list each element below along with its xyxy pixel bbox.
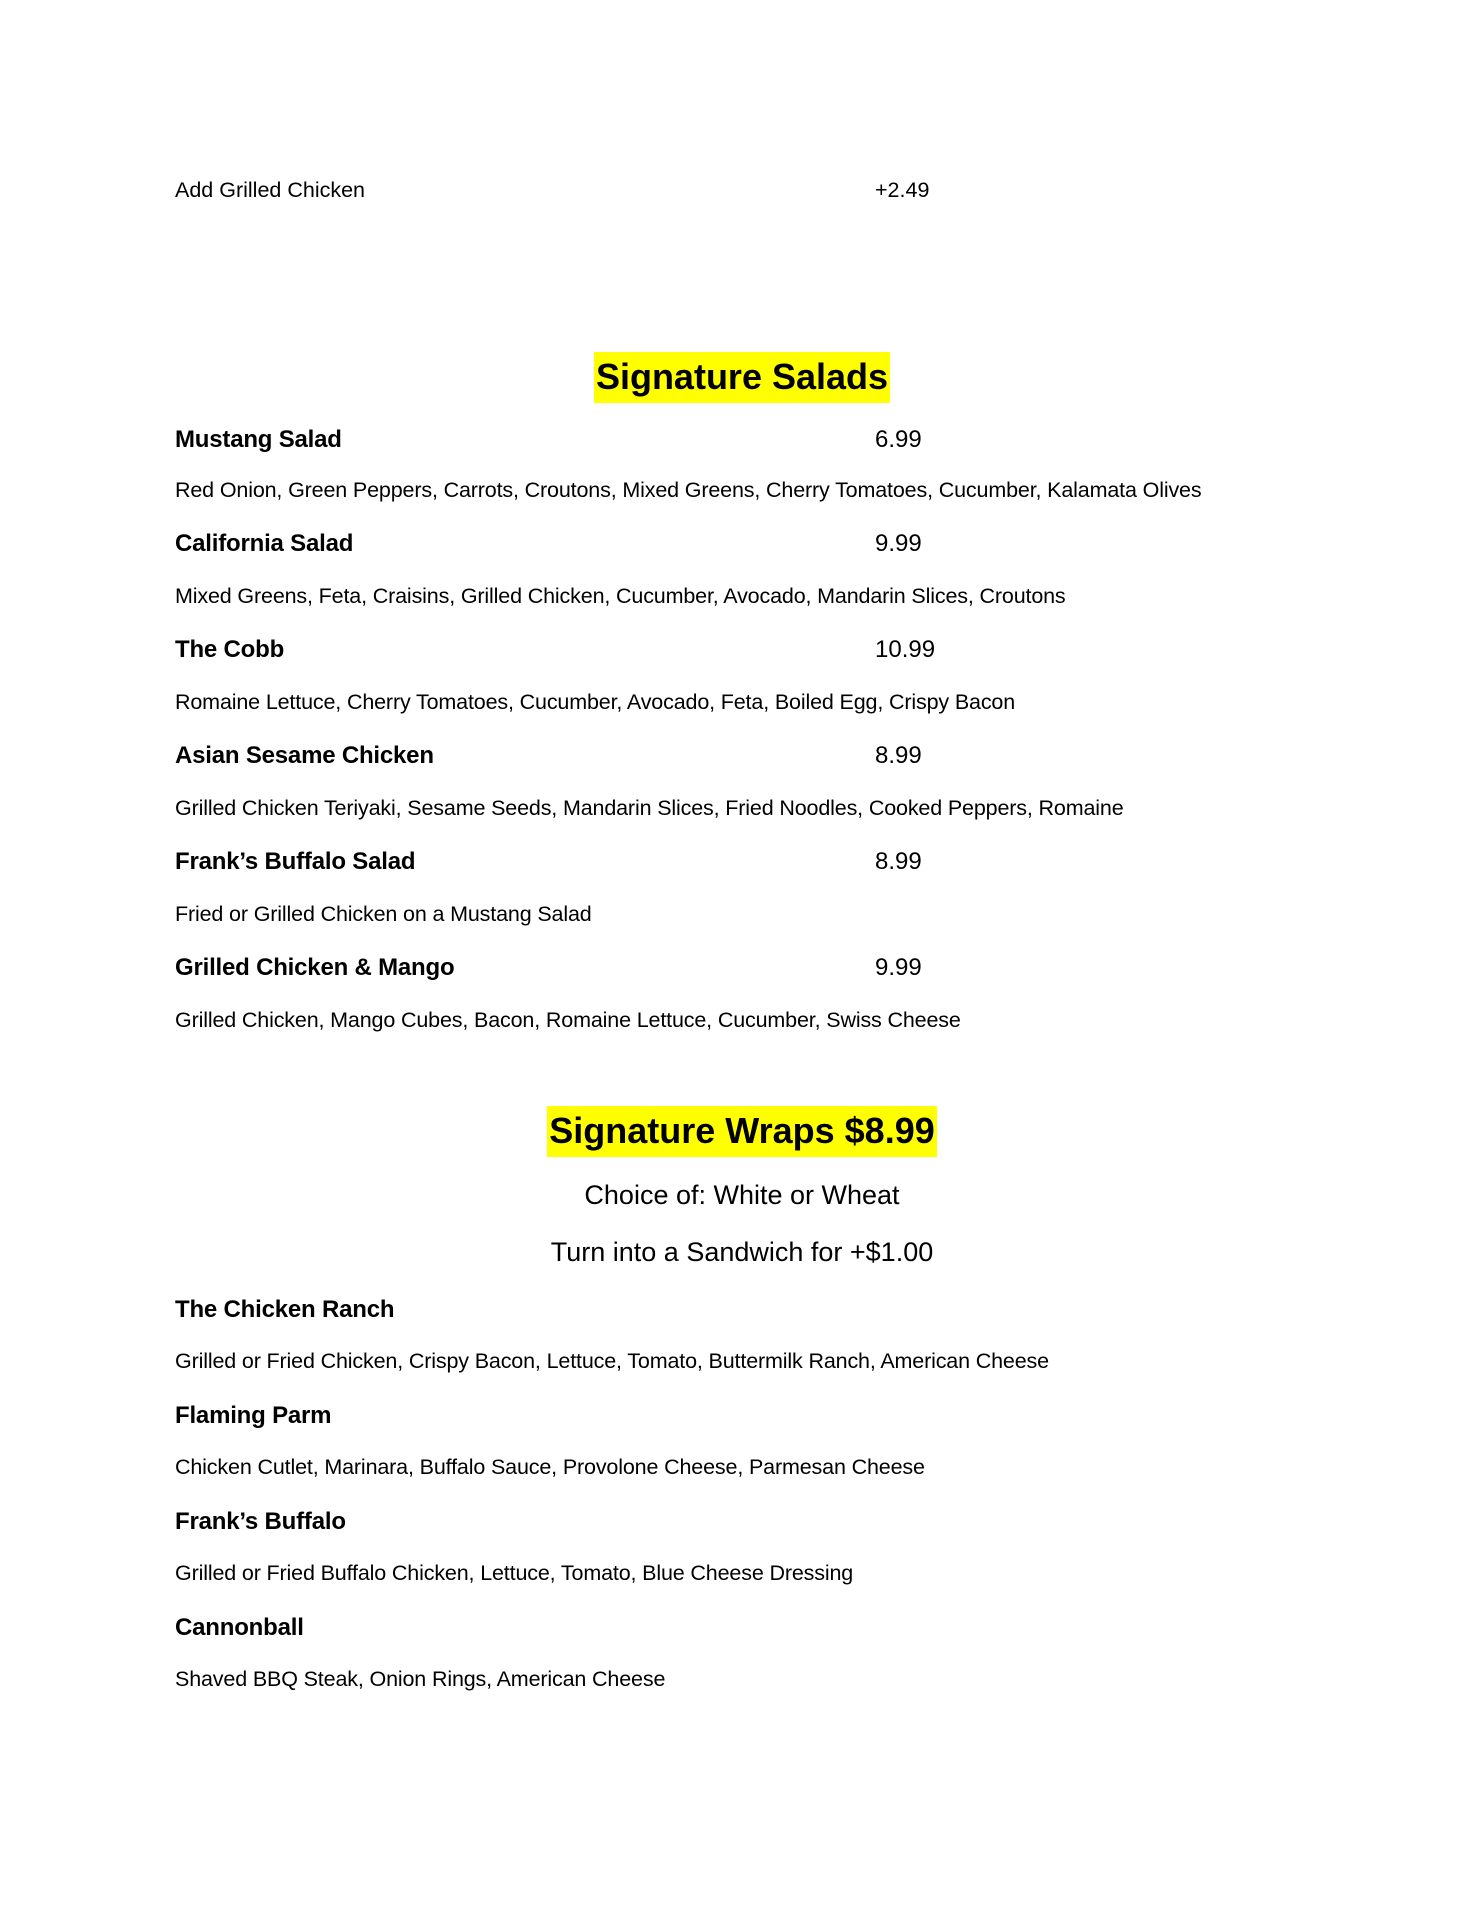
wrap-description: Chicken Cutlet, Marinara, Buffalo Sauce, Provolone Cheese, Parmesan Cheese [175, 1455, 925, 1479]
salad-description: Grilled Chicken Teriyaki, Sesame Seeds, Mandarin Slices, Fried Noodles, Cooked Peppers, Romaine [175, 796, 1124, 820]
salad-description: Grilled Chicken, Mango Cubes, Bacon, Romaine Lettuce, Cucumber, Swiss Cheese [175, 1008, 961, 1032]
salad-name: Frank’s Buffalo Salad [175, 848, 416, 875]
salad-description: Mixed Greens, Feta, Craisins, Grilled Chicken, Cucumber, Avocado, Mandarin Slices, Croutons [175, 584, 1066, 608]
salad-price: 8.99 [875, 742, 922, 769]
wraps-choice-line: Choice of: White or Wheat [584, 1180, 900, 1210]
wrap-description: Grilled or Fried Buffalo Chicken, Lettuce, Tomato, Blue Cheese Dressing [175, 1561, 854, 1585]
wrap-name: Flaming Parm [175, 1402, 332, 1429]
addon-price: +2.49 [875, 178, 930, 202]
salad-price: 8.99 [875, 848, 922, 875]
salad-description: Red Onion, Green Peppers, Carrots, Croutons, Mixed Greens, Cherry Tomatoes, Cucumber, Kalamata Olives [175, 478, 1202, 502]
wrap-description: Grilled or Fried Chicken, Crispy Bacon, Lettuce, Tomato, Buttermilk Ranch, American Cheese [175, 1349, 1049, 1373]
salad-name: The Cobb [175, 636, 285, 663]
wrap-name: The Chicken Ranch [175, 1296, 395, 1323]
wraps-sandwich-line: Turn into a Sandwich for +$1.00 [550, 1237, 934, 1267]
salad-description: Fried or Grilled Chicken on a Mustang Salad [175, 902, 592, 926]
salad-price: 10.99 [875, 636, 936, 663]
salad-name: Grilled Chicken & Mango [175, 954, 455, 981]
salads-section-title [0, 356, 1484, 398]
addon-label: Add Grilled Chicken [175, 178, 366, 202]
salad-description: Romaine Lettuce, Cherry Tomatoes, Cucumber, Avocado, Feta, Boiled Egg, Crispy Bacon [175, 690, 1016, 714]
wrap-description: Shaved BBQ Steak, Onion Rings, American Cheese [175, 1667, 666, 1691]
wraps-section-title [0, 1110, 1484, 1152]
wraps-title-text: Signature Wraps $8.99 [547, 1106, 937, 1157]
salad-price: 6.99 [875, 426, 922, 453]
salad-name: California Salad [175, 530, 354, 557]
salad-name: Mustang Salad [175, 426, 342, 453]
wrap-name: Cannonball [175, 1614, 304, 1641]
salad-name: Asian Sesame Chicken [175, 742, 434, 769]
salad-price: 9.99 [875, 530, 922, 557]
salad-price: 9.99 [875, 954, 922, 981]
wrap-name: Frank’s Buffalo [175, 1508, 346, 1535]
salads-title-text: Signature Salads [594, 352, 890, 403]
